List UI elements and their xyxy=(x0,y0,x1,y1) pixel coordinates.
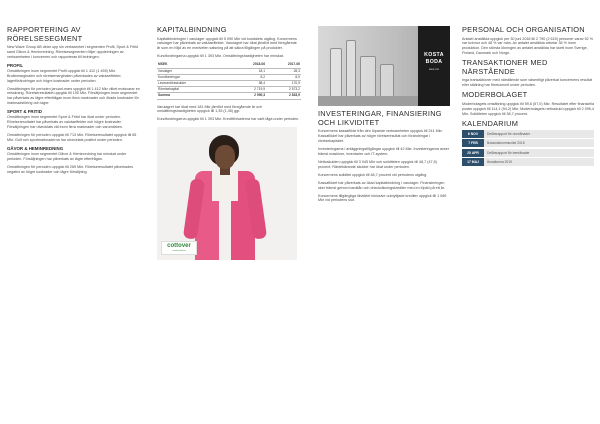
segment-column xyxy=(7,26,141,178)
profil-paragraph-1: Omsättningen inom segmentet Profil uppgick till 1 412 (1 455) Mkr. Bruttomarginalen och rörelsemarginalen påverkades av valutaeffekter, lagerförändringar och högre kostnader under perioden. xyxy=(7,68,122,83)
calendar-list xyxy=(462,130,594,166)
gavor-paragraph-1: Omsättningen inom segmentet Gåvor & Heminredning har minskat under perioden. Försäljningen har påverkats av lägre efterfrågan. xyxy=(7,151,127,161)
kosta-boda-photo xyxy=(318,26,450,106)
photo-face xyxy=(215,145,235,169)
sport-paragraph-1: Omsättningen inom segmentet Sport & Fritid har ökat under perioden. Rörelseresultatet har påverkats av valutaeffekter och högre kostnader. Försäljningen har utvecklats väl inom flera marknader och varumärken. xyxy=(7,115,124,129)
capital-column xyxy=(157,26,301,260)
profil-paragraph-2: Omsättningen för perioden januari-mars uppgick till 1 412 Mkr vilket motsvarar en minskning. Rörelseresultatet uppgick till 150 Mkr. Försäljningen inom segmentet har påverkats av lägre efterfrågan inom flera marknader och ökade kostnader för marknadsföring och lager. xyxy=(7,86,140,106)
table-cell: Kundfordringar xyxy=(157,74,231,80)
cottover-logo-tagline: smart fashion xyxy=(172,250,186,253)
sport-paragraph-2: Omsättningen för perioden uppgick till 713 Mkr. Rörelseresultatet uppgick till 65 Mkr. Golf och sportmarknaderna har utvecklats positivt under perioden. xyxy=(7,132,137,142)
gavor-heading: GÅVOR & HEMINREDNING xyxy=(7,145,64,151)
capital-paragraph-4: Kundfordringarna uppgick till 1 393 Mkr. Kreditförlusterna har varit låga under perioden. xyxy=(157,117,300,122)
calendar-title: KALENDARIUM xyxy=(462,118,519,128)
calendar-event: Delårsrapport för tremånader xyxy=(484,149,594,157)
calendar-event: Bokslutskommuniké 2018 xyxy=(484,139,594,147)
calendar-date: 6 NOV xyxy=(462,130,484,138)
organisation-column xyxy=(462,26,594,167)
table-cell: Rörelsekapital xyxy=(157,87,231,93)
related-party-paragraph: Inga transaktioner med närstående som väsentligt påverkat koncernens resultat eller ställning har förekommit under perioden. xyxy=(462,78,593,88)
kosta-boda-logo-sub: SINCE 1742 xyxy=(429,69,439,71)
table-header-cell: 2018-06 xyxy=(231,62,266,68)
calendar-date: 7 FEB xyxy=(462,139,484,147)
table-cell: 2 719,9 xyxy=(231,87,266,93)
segment-title: RAPPORTERING AV RÖRELSESEGMENT xyxy=(7,25,83,43)
table-cell: 28,3 xyxy=(266,68,301,74)
table-cell: Leverantörsskulder xyxy=(157,80,231,86)
table-cell: Varulager xyxy=(157,68,231,74)
table-cell: 8,2 xyxy=(231,74,266,80)
calendar-row xyxy=(462,158,594,166)
calendar-row xyxy=(462,130,594,138)
calendar-date: 17 MAJ xyxy=(462,158,484,166)
kosta-boda-logo-line1: KOSTA xyxy=(424,52,444,58)
capital-paragraph-1: Kapitalbindningen i varulager uppgick till 5 090 Mkr vid kvartalets utgång. Koncernens varulager har påverkats av valutaeffekter. Varulagret har ökat jämfört med föregående år som en följd av en medveten satsning på att säkra tillgången på produkter. xyxy=(157,36,297,51)
kosta-boda-logo xyxy=(418,26,450,106)
cottover-logo-text: cottover xyxy=(167,243,191,250)
table-cell: 2 990,3 xyxy=(231,93,266,99)
glass-bottle xyxy=(360,56,376,98)
table-cell: 18,1 xyxy=(231,68,266,74)
table-cell: 2 573,2 xyxy=(266,87,301,93)
investment-paragraph-4: Koncernens soliditet uppgick till 48,7 procent vid periodens utgång. xyxy=(318,172,428,177)
investment-column xyxy=(318,26,450,206)
parent-company-paragraph: Moderbolagets omsättning uppgick till 59,6 (57,0) Mkr. Resultatet efter finansiella poster uppgick till 114,1 (94,2) Mkr. Moderbolagets nettoskuld uppgick till 2 095,4 Mkr. Soliditeten uppgick till 38,7 procent. xyxy=(462,101,594,116)
glass-bottle xyxy=(380,64,394,98)
investment-paragraph-6: Koncernens tillgängliga likviditet inklusive outnyttjade krediter uppgick till 1 089 Mkr vid periodens slut. xyxy=(318,193,447,203)
calendar-event: Årsstämma 2019 xyxy=(484,158,594,166)
table-cell: 8,9 xyxy=(266,74,301,80)
capital-paragraph-2: Kundfordringarna uppgick till 1 393 Mkr. Omsättningshastigheten har minskat. xyxy=(157,54,284,59)
sport-heading: SPORT & FRITID xyxy=(7,109,42,115)
related-party-title: TRANSAKTIONER MED NÄRSTÅENDE xyxy=(462,58,548,76)
personnel-paragraph: Antalet anställda uppgick per 30 juni 2018 till 2 790 (2 615) personer varav 52 % var kvinnor och 48 % var män. Av antalet anställda arbetar 35 % inom produktion. Den största ökningen av antalet anställda har skett inom Sverige, Finland, Danmark och Norge. xyxy=(462,36,593,56)
photo-shirt xyxy=(212,171,238,201)
capital-title: KAPITALBINDNING xyxy=(157,25,227,34)
calendar-row xyxy=(462,149,594,157)
glass-bottle xyxy=(330,48,342,98)
gavor-paragraph-2: Omsättningen för perioden uppgick till 269 Mkr. Rörelseresultatet påverkades negativt av högre kostnader och lägre försäljning. xyxy=(7,164,134,174)
table-header-cell: 2017-06 xyxy=(266,62,301,68)
capital-table xyxy=(157,62,301,99)
segment-intro: New Wave Group AB delar upp sin verksamhet i segmenten Profil, Sport & Fritid samt Gåvor & Heminredning. Rörelsesegmenten följer uppdelningen av verksamheten i koncernen och rapporteras till ledningen. xyxy=(7,45,139,59)
table-cell: 2 833,9 xyxy=(266,93,301,99)
kosta-boda-logo-line2: BODA xyxy=(425,59,443,65)
cottover-logo xyxy=(161,241,197,255)
table-cell: 170,9 xyxy=(266,80,301,86)
investment-paragraph-2: Investeringarna i anläggningstillgångar uppgick till 42 Mkr. Investeringarna avser främst maskiner, inventarier och IT-system. xyxy=(318,146,449,156)
investment-paragraph-3: Nettoskulden uppgick till 3 045 Mkr och soliditeten uppgick till 48,7 (47,5) procent. Räntebärande skulder har ökat under perioden. xyxy=(318,159,437,169)
calendar-event: Delårsrapport för niomånader xyxy=(484,130,594,138)
personnel-title: PERSONAL OCH ORGANISATION xyxy=(462,25,585,34)
table-total-row xyxy=(157,93,301,99)
calendar-row xyxy=(462,139,594,147)
investment-paragraph-5: Kassaflödet har påverkats av ökad kapitalbindning i varulager. Finansieringen sker främst genom banklån och checkräkningskrediter med en löptid på ett år. xyxy=(318,180,445,190)
calendar-date: 25 APR xyxy=(462,149,484,157)
parent-company-title: MODERBOLAGET xyxy=(462,90,528,100)
table-header-cell: MSEK xyxy=(157,62,231,68)
investment-paragraph-1: Koncernens kassaflöde från den löpande verksamheten uppgick till 241 Mkr. Kassaflödet har påverkats av högre rörelseresultat och förändringar i rörelsekapitalet. xyxy=(318,129,443,143)
table-cell: Summa xyxy=(157,93,231,99)
cottover-photo xyxy=(157,127,297,260)
table-cell: 58,4 xyxy=(231,80,266,86)
glass-bottle xyxy=(346,40,356,98)
capital-paragraph-3: Varulagret har ökat med 181 Mkr jämfört med föregående år och omsättningshastigheten uppgick till 1,35 (1,45) ggr. xyxy=(157,104,263,114)
investment-title: INVESTERINGAR, FINANSIERING OCH LIKVIDITET xyxy=(318,109,442,127)
profil-heading: PROFIL xyxy=(7,62,24,68)
